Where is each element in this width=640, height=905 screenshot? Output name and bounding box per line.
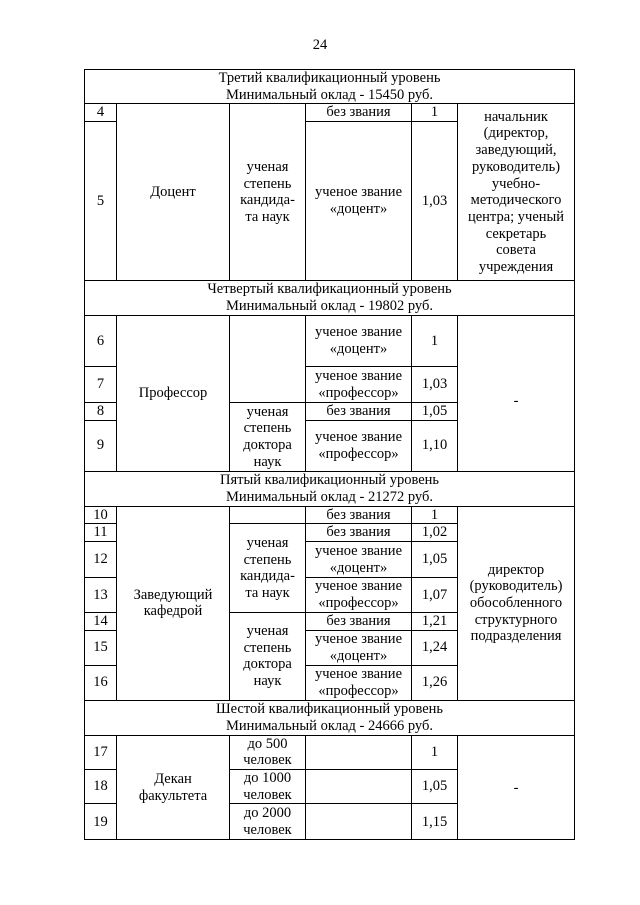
note-dash: - <box>513 393 519 410</box>
row-number: 4 <box>85 104 117 122</box>
row-number: 17 <box>85 735 117 769</box>
coef-cell: 1,07 <box>412 578 458 613</box>
coef-cell: 1,21 <box>412 613 458 631</box>
title-line: «доцент» <box>329 647 388 664</box>
row-number: 9 <box>85 420 117 471</box>
row-number: 19 <box>85 804 117 840</box>
position-name: кафедрой <box>143 603 203 620</box>
title-line: «профессор» <box>318 595 399 612</box>
coef-cell: 1,26 <box>412 665 458 700</box>
table-row <box>85 104 575 122</box>
degree-line: кандида- <box>240 192 295 209</box>
note-line: (директор, <box>483 125 549 142</box>
note-line: руководитель) <box>471 158 561 175</box>
title-line: ученое звание <box>315 631 402 648</box>
title-cell <box>306 122 412 281</box>
note-line: (руководитель) <box>469 578 563 595</box>
title-cell <box>306 578 412 613</box>
title-line: без звания <box>326 403 391 420</box>
degree-line: ученая <box>246 534 289 551</box>
row-number: 10 <box>85 506 117 524</box>
degree-cell <box>230 524 306 613</box>
coef-cell: 1,15 <box>412 804 458 840</box>
coef-cell: 1,03 <box>412 122 458 281</box>
section-salary: Минимальный оклад - 21272 руб. <box>226 488 433 505</box>
table-row <box>85 506 575 524</box>
degree-line: та наук <box>245 208 290 225</box>
degree-line: степень <box>243 420 292 437</box>
degree-cell <box>230 104 306 281</box>
degree-line: ученая <box>246 623 289 640</box>
degree-line: степень <box>243 639 292 656</box>
title-line: без звания <box>326 613 391 630</box>
title-line: ученое звание <box>315 578 402 595</box>
position-name: Декан <box>154 770 192 787</box>
title-cell <box>306 403 412 421</box>
size-line: человек <box>243 786 292 803</box>
coef-cell: 1,03 <box>412 367 458 403</box>
row-number: 11 <box>85 524 117 542</box>
notes-cell <box>458 104 575 281</box>
section-header-fourth <box>85 281 575 316</box>
coef-cell: 1 <box>412 104 458 122</box>
row-number: 15 <box>85 630 117 665</box>
size-line: до 2000 <box>243 805 292 822</box>
title-cell <box>306 630 412 665</box>
position-cell <box>117 104 230 281</box>
title-line: без звания <box>326 506 391 523</box>
row-number: 7 <box>85 367 117 403</box>
degree-line: доктора <box>243 656 292 673</box>
row-number: 16 <box>85 665 117 700</box>
row-number: 14 <box>85 613 117 631</box>
note-line: методического <box>470 192 562 209</box>
degree-line: наук <box>253 673 282 690</box>
note-line: подразделения <box>470 628 562 645</box>
title-line: «профессор» <box>318 682 399 699</box>
size-line: до 1000 <box>243 770 292 787</box>
title-cell <box>306 506 412 524</box>
title-cell-empty <box>306 770 412 804</box>
section-title: Четвертый квалификационный уровень <box>207 281 452 298</box>
notes-cell <box>458 506 575 700</box>
degree-line: ученая <box>246 403 289 420</box>
position-cell <box>117 316 230 472</box>
section-salary: Минимальный оклад - 19802 руб. <box>226 298 433 315</box>
title-cell <box>306 524 412 542</box>
row-number: 8 <box>85 403 117 421</box>
title-line: «доцент» <box>329 559 388 576</box>
title-line: ученое звание <box>315 184 402 201</box>
section-header-fifth <box>85 471 575 506</box>
title-line: без звания <box>326 524 391 541</box>
coef-cell: 1,10 <box>412 420 458 471</box>
degree-cell <box>230 613 306 701</box>
degree-cell <box>230 403 306 472</box>
row-number: 5 <box>85 122 117 281</box>
coef-cell: 1,02 <box>412 524 458 542</box>
size-cell <box>230 735 306 769</box>
title-cell <box>306 367 412 403</box>
page-number: 24 <box>312 37 328 53</box>
position-name: Профессор <box>138 385 208 402</box>
note-line: начальник <box>484 108 548 125</box>
position-cell <box>117 735 230 840</box>
title-cell <box>306 613 412 631</box>
degree-line: доктора <box>243 436 292 453</box>
title-line: «доцент» <box>329 341 388 358</box>
size-cell <box>230 770 306 804</box>
note-line: центра; ученый <box>467 208 565 225</box>
title-line: ученое звание <box>315 367 402 384</box>
note-line: совета <box>496 242 536 259</box>
coef-cell: 1,05 <box>412 403 458 421</box>
degree-line: та наук <box>245 584 290 601</box>
row-number: 18 <box>85 770 117 804</box>
coef-cell: 1 <box>412 506 458 524</box>
note-line: заведующий, <box>475 142 557 159</box>
row-number: 13 <box>85 578 117 613</box>
note-line: учреждения <box>478 258 554 275</box>
table-row <box>85 316 575 367</box>
table-row <box>85 735 575 769</box>
size-line: человек <box>243 821 292 838</box>
position-cell <box>117 506 230 700</box>
section-header-sixth <box>85 700 575 735</box>
note-dash: - <box>513 780 519 797</box>
title-line: ученое звание <box>315 429 402 446</box>
section-salary: Минимальный оклад - 15450 руб. <box>226 86 433 103</box>
note-line: секретарь <box>485 225 547 242</box>
title-line: «профессор» <box>318 384 399 401</box>
note-line: обособленного <box>469 594 563 611</box>
title-line: ученое звание <box>315 324 402 341</box>
notes-cell <box>458 316 575 472</box>
title-cell-empty <box>306 804 412 840</box>
degree-line: степень <box>243 175 292 192</box>
position-name: Заведующий <box>133 586 213 603</box>
title-line: без звания <box>326 104 391 121</box>
section-title: Шестой квалификационный уровень <box>215 701 444 718</box>
section-title: Третий квалификационный уровень <box>218 70 441 86</box>
degree-line: степень <box>243 551 292 568</box>
note-line: директор <box>487 561 545 578</box>
degree-line: наук <box>253 453 282 470</box>
section-header-third <box>85 70 575 104</box>
coef-cell: 1,05 <box>412 542 458 578</box>
degree-line: кандида- <box>240 568 295 585</box>
section-title: Пятый квалификационный уровень <box>220 472 440 489</box>
coef-cell: 1 <box>412 735 458 769</box>
title-cell <box>306 104 412 122</box>
title-cell <box>306 420 412 471</box>
title-line: «профессор» <box>318 445 399 462</box>
notes-cell <box>458 735 575 840</box>
note-line: структурного <box>474 611 558 628</box>
title-cell-empty <box>306 735 412 769</box>
position-name: Доцент <box>150 183 196 200</box>
note-line: учебно- <box>491 175 541 192</box>
title-line: ученое звание <box>315 542 402 559</box>
degree-cell-empty <box>230 506 306 524</box>
position-name: факультета <box>138 787 208 804</box>
title-cell <box>306 316 412 367</box>
size-line: человек <box>243 752 292 769</box>
title-cell <box>306 665 412 700</box>
coef-cell: 1 <box>412 316 458 367</box>
title-line: ученое звание <box>315 666 402 683</box>
title-line: «доцент» <box>329 201 388 218</box>
row-number: 12 <box>85 542 117 578</box>
size-cell <box>230 804 306 840</box>
qualification-table <box>84 69 575 840</box>
coef-cell: 1,05 <box>412 770 458 804</box>
coef-cell: 1,24 <box>412 630 458 665</box>
title-cell <box>306 542 412 578</box>
size-line: до 500 <box>247 735 288 752</box>
section-salary: Минимальный оклад - 24666 руб. <box>226 717 433 734</box>
degree-line: ученая <box>246 158 289 175</box>
row-number: 6 <box>85 316 117 367</box>
degree-cell-empty <box>230 316 306 403</box>
